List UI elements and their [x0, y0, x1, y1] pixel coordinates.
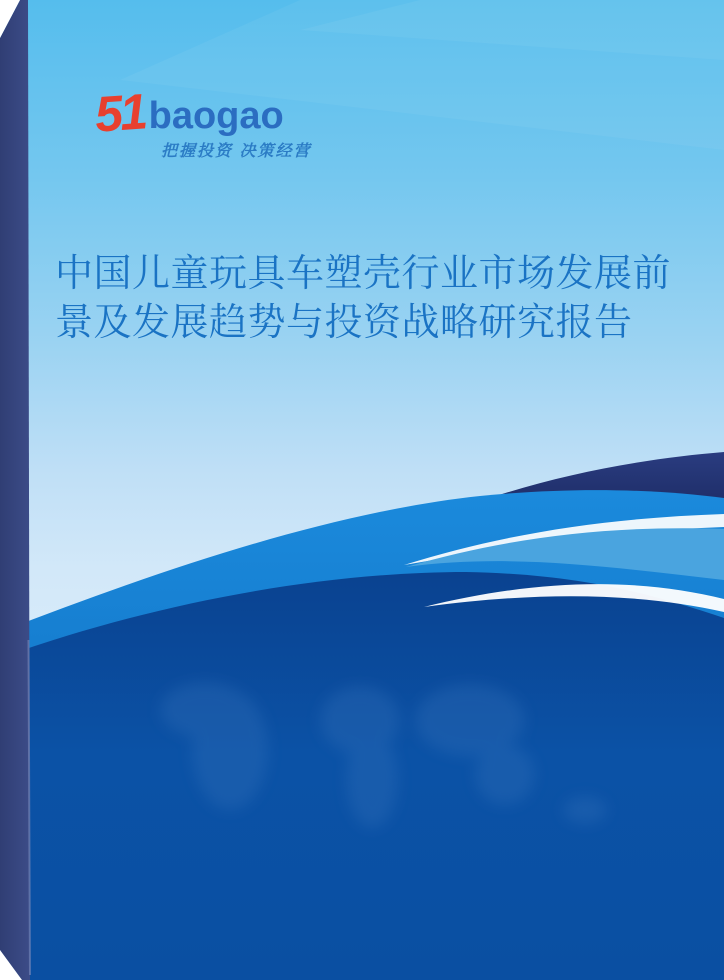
- logo-wordmark: [93, 83, 311, 143]
- logo: [93, 83, 312, 160]
- report-title: [55, 250, 685, 348]
- book-spine: [0, 0, 34, 980]
- logo-tagline: 把握投资 决策经营: [161, 143, 312, 160]
- wave-graphic: [0, 420, 724, 980]
- title-line-1: 中国儿童玩具车塑壳行业市场发展前: [55, 253, 672, 295]
- logo-number: 51: [93, 83, 147, 143]
- title-line-2: 景及发展趋势与投资战略研究报告: [55, 302, 633, 344]
- spine-bar: [0, 0, 30, 980]
- logo-text: baogao: [148, 95, 284, 137]
